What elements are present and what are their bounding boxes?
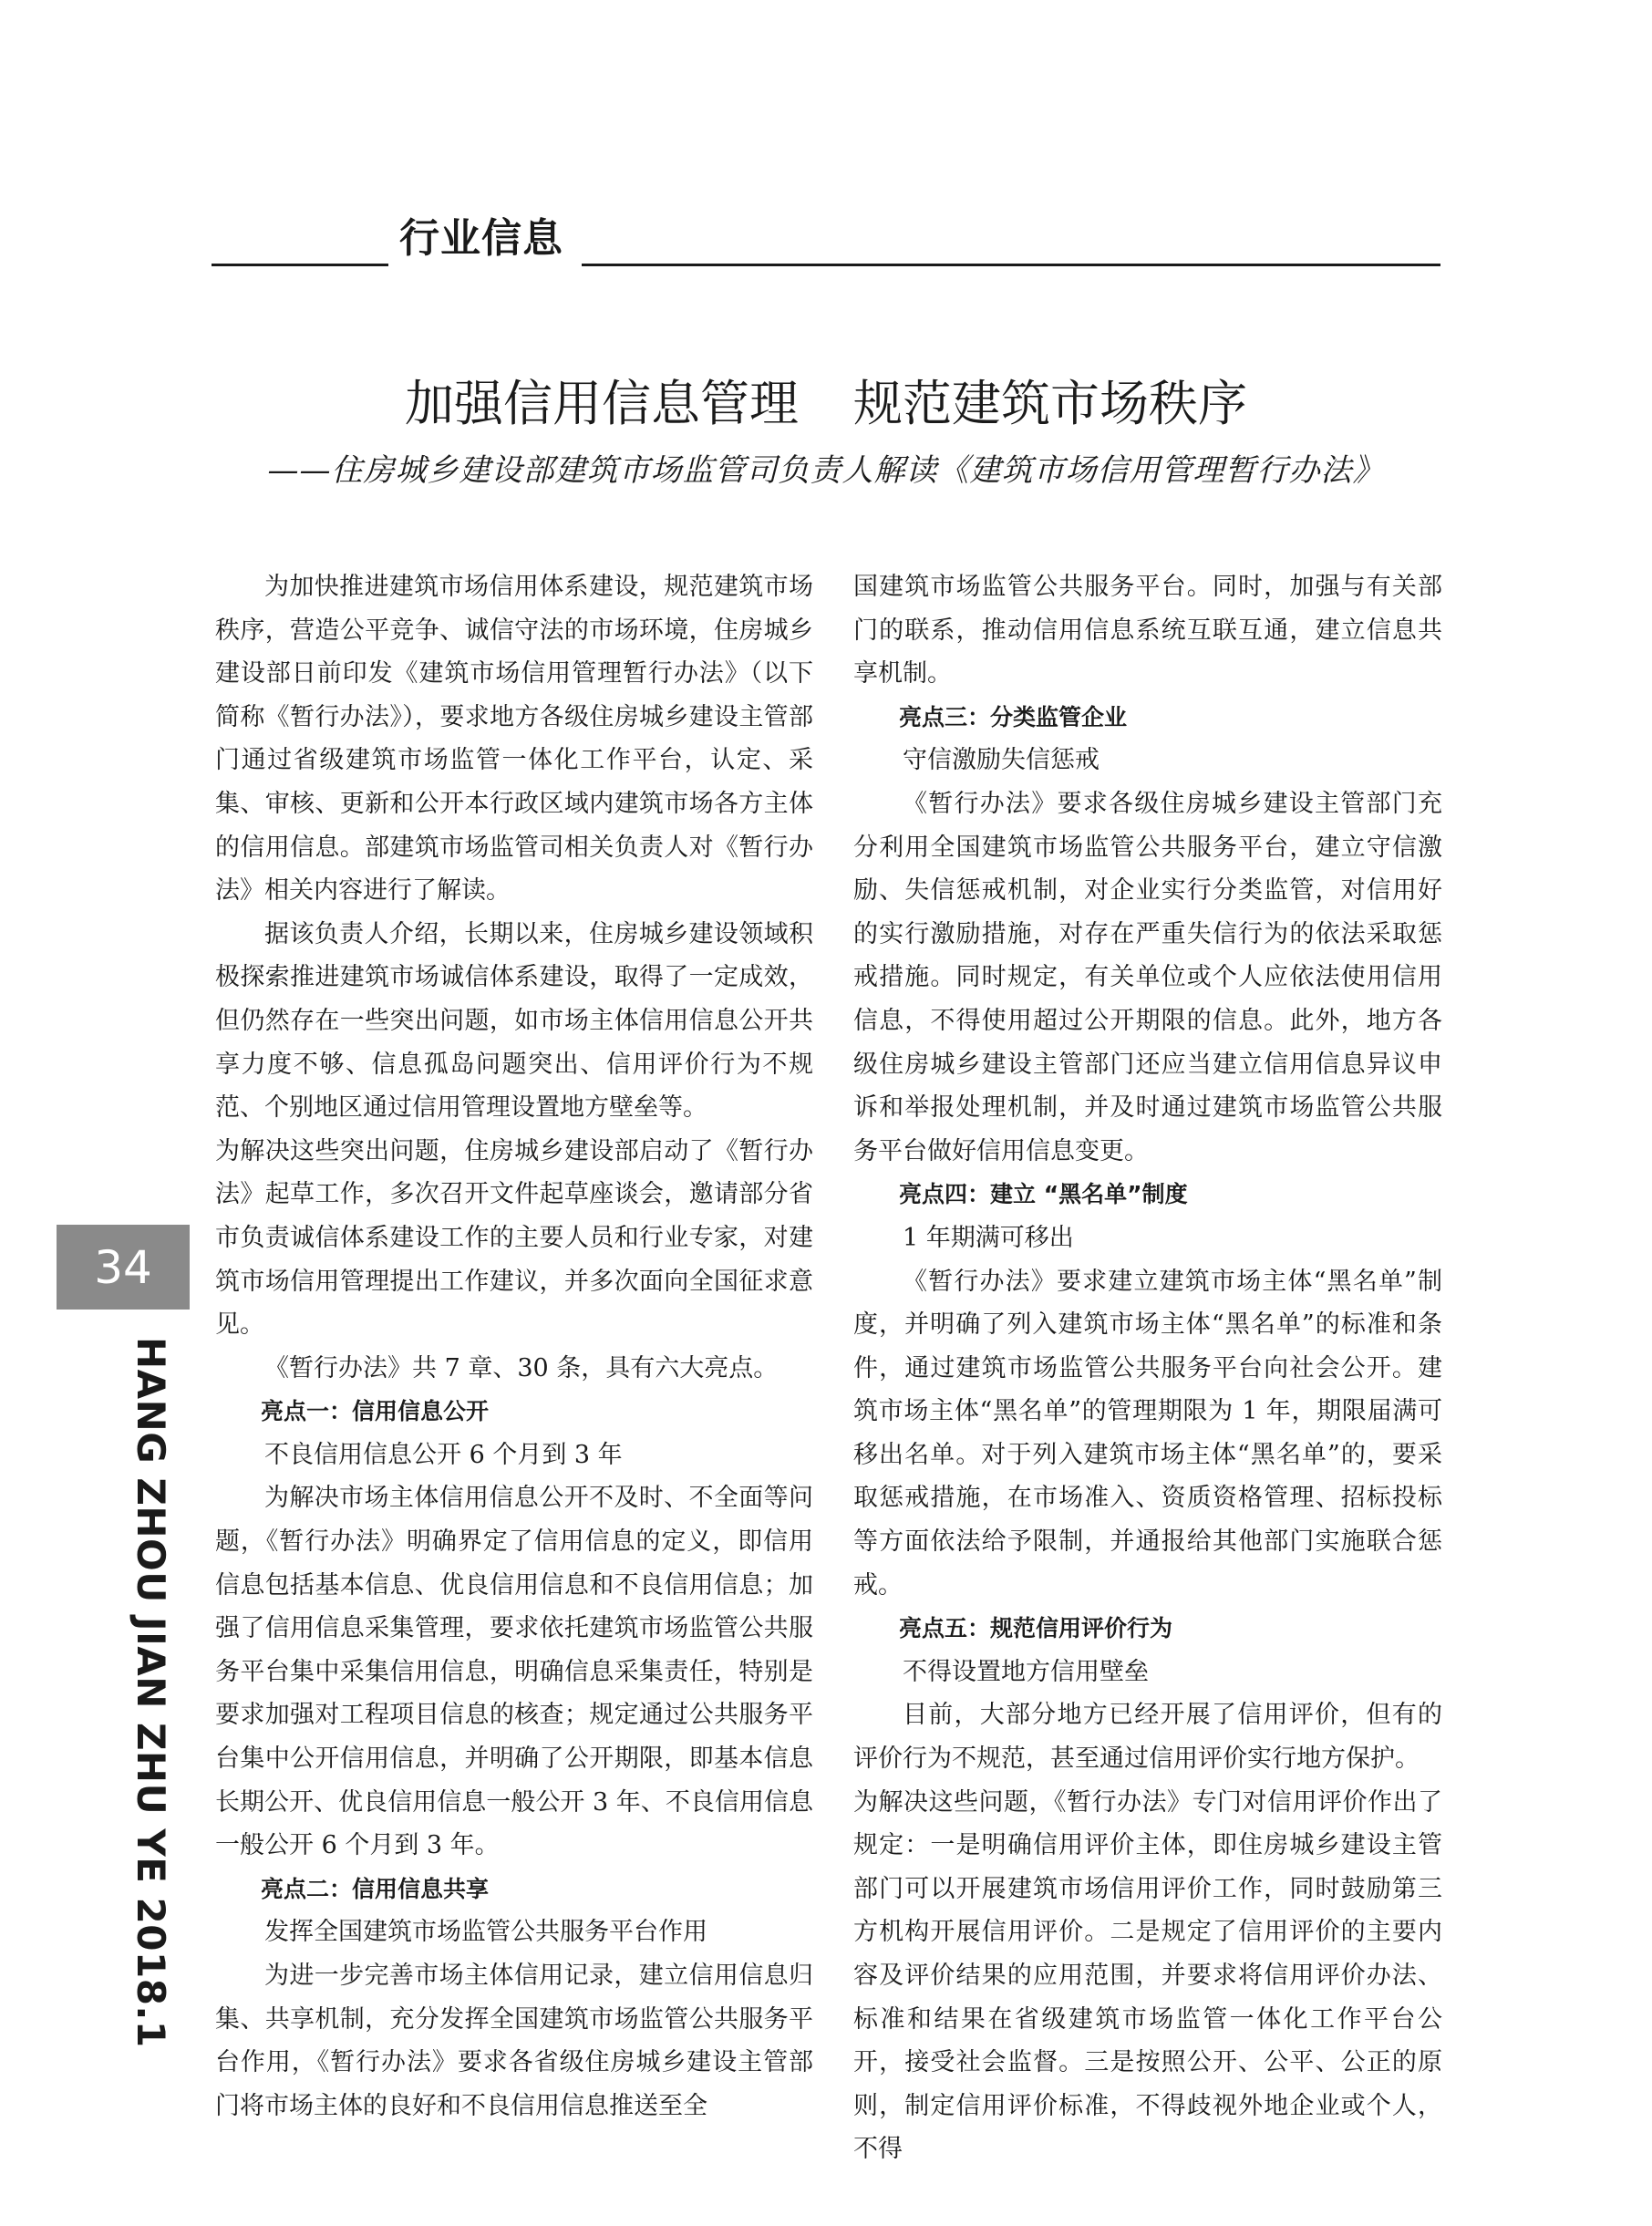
paragraph: 为解决这些突出问题，住房城乡建设部启动了《暂行办法》起草工作，多次召开文件起草座谈会，邀请部分省市负责诚信体系建设工作的主要人员和行业专家，对建筑市场信用管理提出工作建议，并多次面向全国征求意见。 [215,1136,813,1340]
highlight-heading: 亮点一：信用信息公开 [261,1398,490,1425]
paragraph: 《暂行办法》要求建立建筑市场主体“黑名单”制度，并明确了列入建筑市场主体“黑名单”的标准和条件，通过建筑市场监管公共服务平台向社会公开。建筑市场主体“黑名单”的管理期限为 1 年，期限届满可移出名单。对于列入建筑市场主体“黑名单”的，要采取惩戒措施，在市场准入、资质资格管理、招标投标等方面依法给予限制，并通报给其他部门实施联合惩戒。 [853,1267,1442,1600]
page-number: 34 [94,1240,152,1294]
paragraph: 《暂行办法》要求各级住房城乡建设主管部门充分利用全国建筑市场监管公共服务平台，建立守信激励、失信惩戒机制，对企业实行分类监管，对信用好的实行激励措施，对存在严重失信行为的依法采取惩戒措施。同时规定，有关单位或个人应依法使用信用信息，不得使用超过公开期限的信息。此外，地方各级住房城乡建设主管部门还应当建立信用信息异议申诉和举报处理机制，并及时通过建筑市场监管公共服务平台做好信用信息变更。 [853,789,1442,1165]
article-subtitle: ——住房城乡建设部建筑市场监管司负责人解读《建筑市场信用管理暂行办法》 [267,452,1385,489]
article-title-part2: 规范建筑市场秩序 [853,375,1247,432]
paragraph: 目前，大部分地方已经开展了信用评价，但有的评价行为不规范，甚至通过信用评价实行地方保护。 [853,1701,1442,1774]
article-title [0,370,1652,438]
section-rule-right [582,264,1440,266]
highlight-heading: 亮点二：信用信息共享 [261,1875,490,1902]
paragraph: 发挥全国建筑市场监管公共服务平台作用 [264,1918,707,1947]
journal-name: HANG ZHOU JIAN ZHU YE 2018.1 [129,1337,173,2048]
paragraph: 不良信用信息公开 6 个月到 3 年 [264,1440,623,1469]
paragraph: 1 年期满可移出 [903,1223,1074,1252]
highlight-heading: 亮点三：分类监管企业 [899,703,1128,730]
right-column [853,565,1442,2171]
paragraph: 为解决市场主体信用信息公开不及时、不全面等问题，《暂行办法》明确界定了信用信息的定义，即信用信息包括基本信息、优良信用信息和不良信用信息；加强了信用信息采集管理，要求依托建筑市场监管公共服务平台集中采集信用信息，明确信息采集责任，特别是要求加强对工程项目信息的核查；规定通过公共服务平台集中公开信用信息，并明确了公开期限，即基本信息长期公开、优良信用信息一般公开 3 年、不良信用信息一般公开 6 个月到 3 年。 [215,1484,813,1860]
left-column [215,565,813,2128]
paragraph: 据该负责人介绍，长期以来，住房城乡建设领域积极探索推进建筑市场诚信体系建设，取得了一定成效，但仍然存在一些突出问题，如市场主体信用信息公开共享力度不够、信息孤岛问题突出、信用评价行为不规范、个别地区通过信用管理设置地方壁垒等。 [215,919,813,1123]
highlight-heading: 亮点五：规范信用评价行为 [899,1615,1173,1642]
paragraph: 为进一步完善市场主体信用记录，建立信用信息归集、共享机制，充分发挥全国建筑市场监管公共服务平台作用，《暂行办法》要求各省级住房城乡建设主管部门将市场主体的良好和不良信用信息推送至全 [215,1962,813,2120]
section-rule-left [212,264,388,266]
page-number-box [57,1225,190,1310]
paragraph: 不得设置地方信用壁垒 [903,1657,1149,1686]
section-title: 行业信息 [399,215,563,262]
paragraph: 国建筑市场监管公共服务平台。同时，加强与有关部门的联系，推动信用信息系统互联互通，建立信息共享机制。 [853,573,1442,689]
section-header [212,212,1440,266]
paragraph: 为加快推进建筑市场信用体系建设，规范建筑市场秩序，营造公平竞争、诚信守法的市场环境，住房城乡建设部日前印发《建筑市场信用管理暂行办法》（以下简称《暂行办法》），要求地方各级住房城乡建设主管部门通过省级建筑市场监管一体化工作平台，认定、采集、审核、更新和公开本行政区域内建筑市场各方主体的信用信息。部建筑市场监管司相关负责人对《暂行办法》相关内容进行了解读。 [215,573,813,906]
paragraph: 《暂行办法》共 7 章、30 条，具有六大亮点。 [264,1353,779,1382]
paragraph: 为解决这些问题，《暂行办法》专门对信用评价作出了规定：一是明确信用评价主体，即住房城乡建设主管部门可以开展建筑市场信用评价工作，同时鼓励第三方机构开展信用评价。二是规定了信用评价的主要内容及评价结果的应用范围，并要求将信用评价办法、标准和结果在省级建筑市场监管一体化工作平台公开，接受社会监督。三是按照公开、公平、公正的原则，制定信用评价标准，不得歧视外地企业或个人，不得 [853,1787,1442,2164]
highlight-heading: 亮点四：建立 “黑名单”制度 [899,1181,1188,1208]
paragraph: 守信激励失信惩戒 [903,746,1100,775]
article-title-part1: 加强信用信息管理 [405,375,799,432]
